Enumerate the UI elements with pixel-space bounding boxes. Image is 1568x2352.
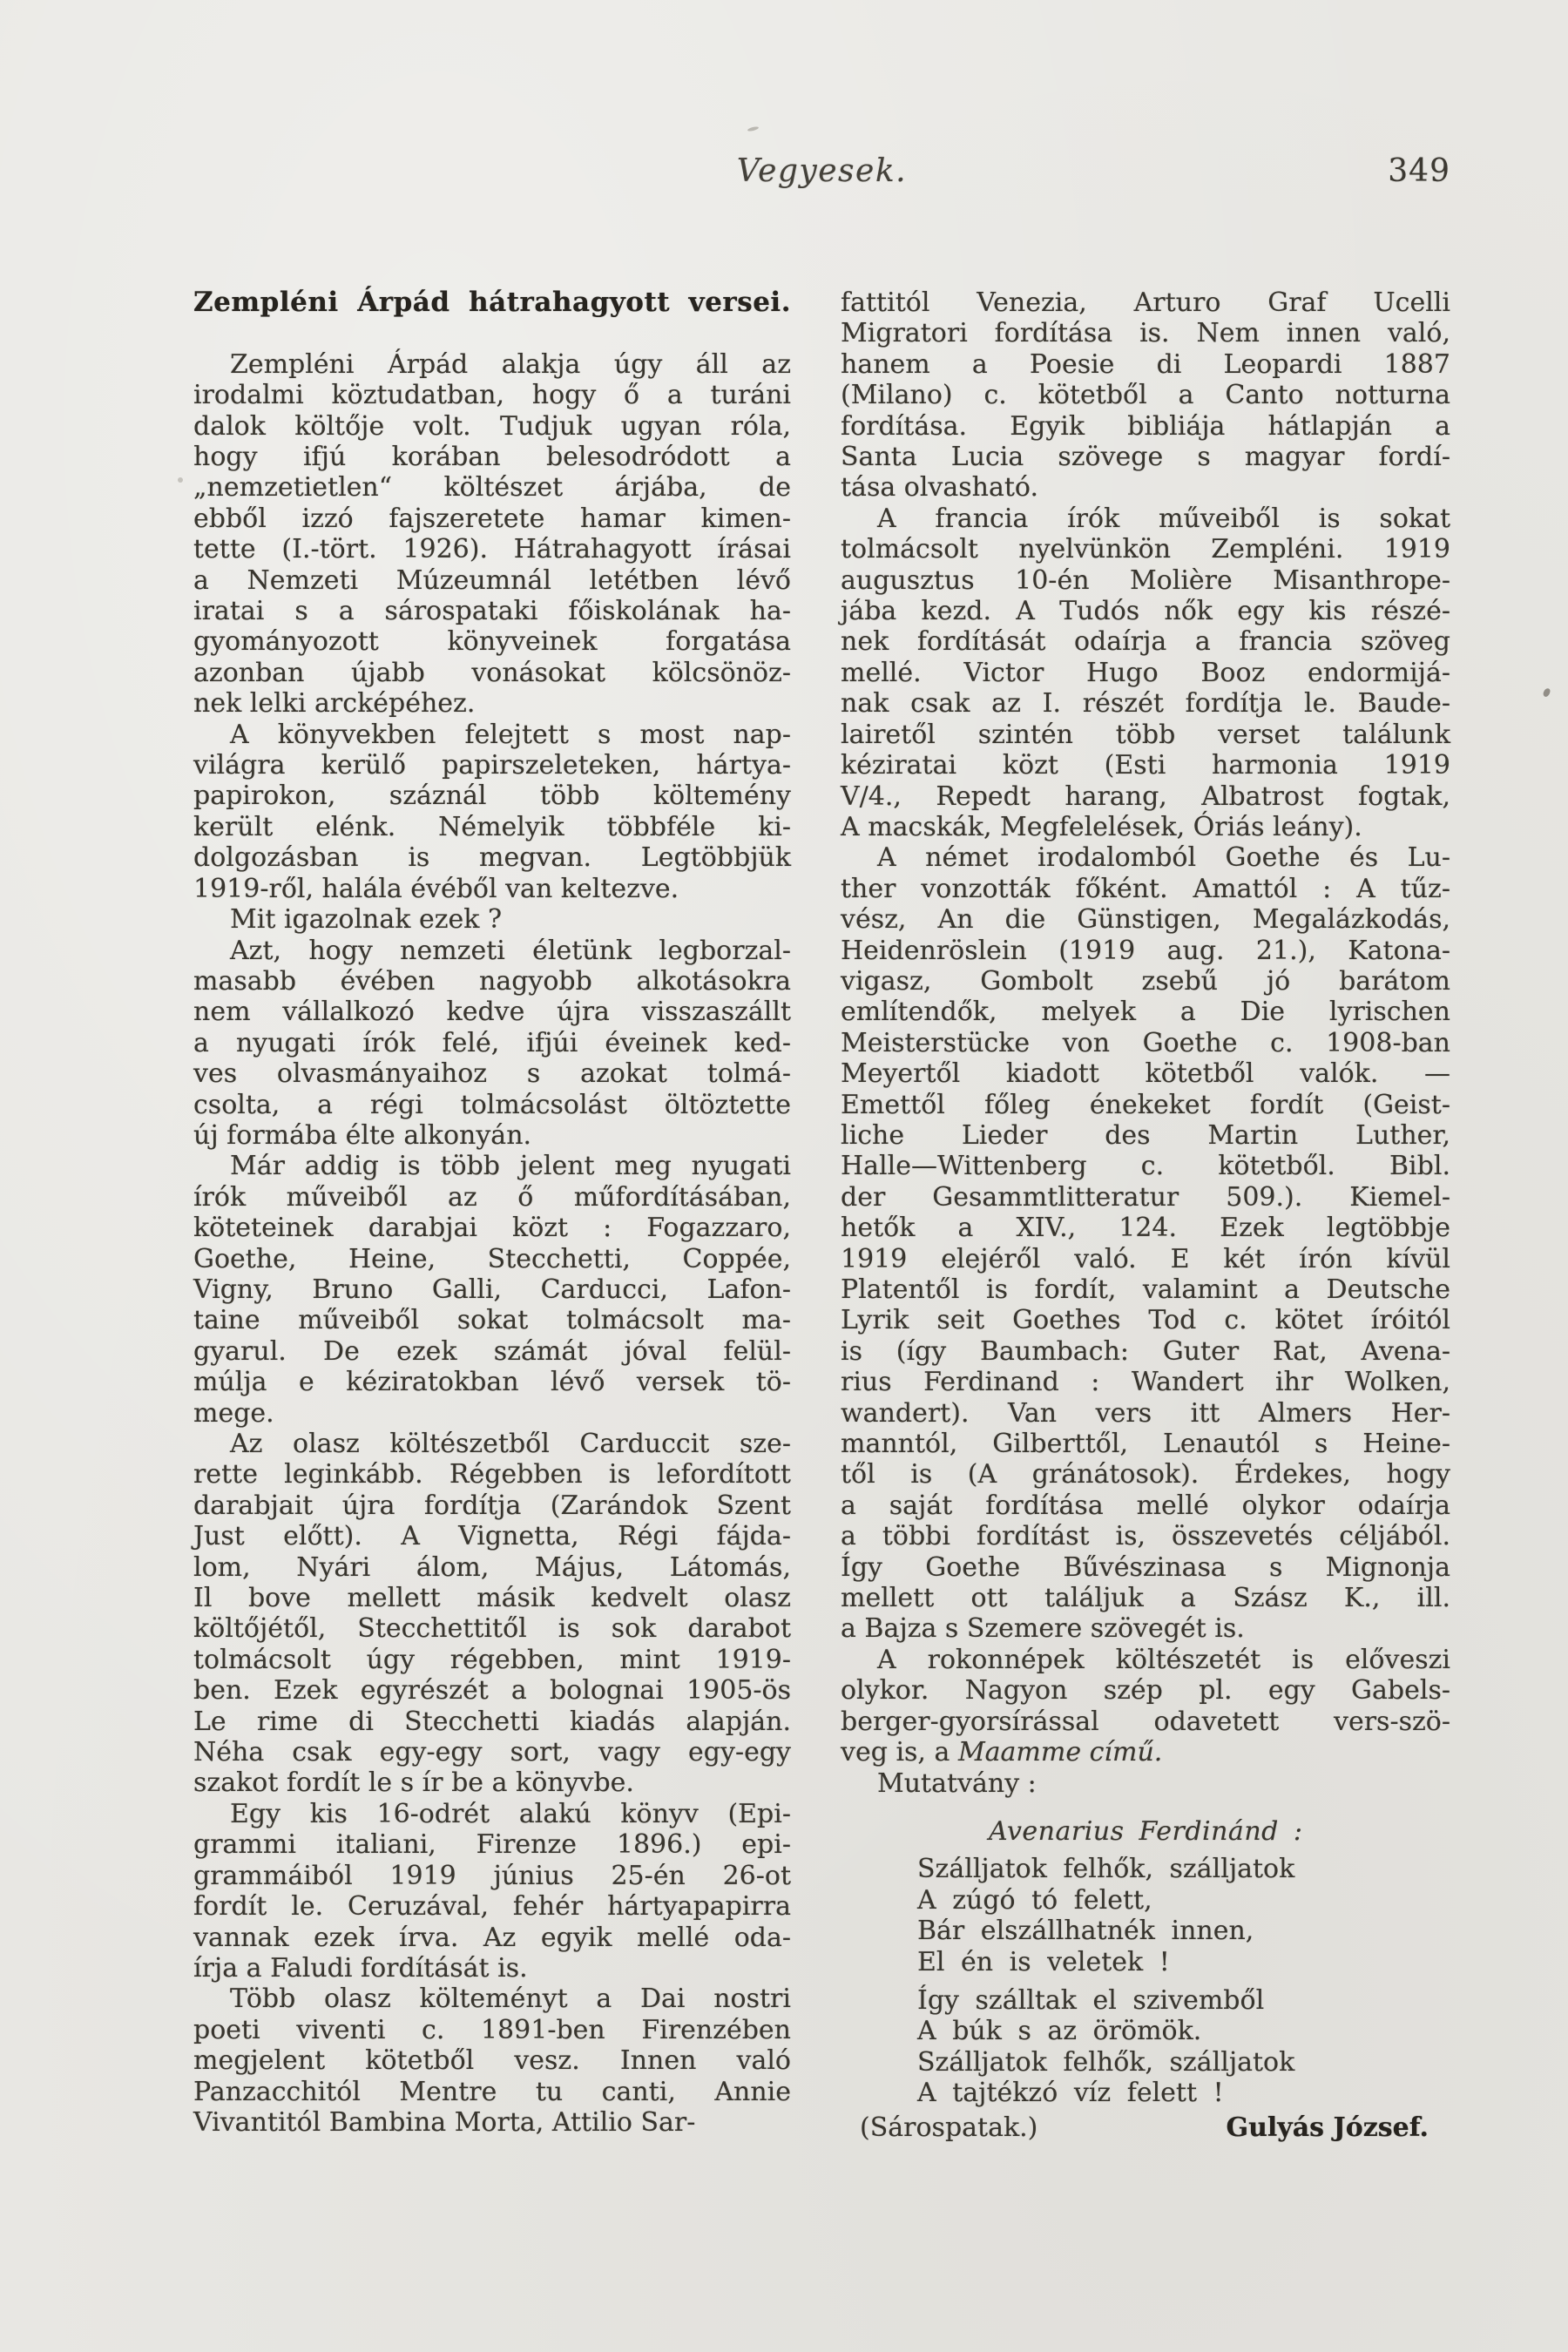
text-line: Meyertől kiadott kötetből valók. — [841,1058,1450,1090]
text-line: Néha csak egy-egy sort, vagy egy-egy [193,1737,791,1768]
text-line: vigasz, Gombolt zsebű jó barátom [841,965,1450,997]
text-line: Meisterstücke von Goethe c. 1908-ban [841,1027,1450,1058]
text-line: a saját fordítása mellé olykor odaírja [841,1490,1450,1521]
text-line: Emettől főleg énekeket fordít (Geist- [841,1089,1450,1120]
text-line: A francia írók műveiből is sokat [877,503,1450,534]
text-line: ves olvasmányaihoz s azokat tolmá- [193,1058,791,1090]
running-title: Vegyesek. [736,153,908,189]
text-line: jába kezd. A Tudós nők egy kis részé- [841,596,1450,627]
text-line: hanem a Poesie di Leopardi 1887 [841,348,1450,380]
text-line: Az olasz költészetből Carduccit sze- [230,1429,791,1460]
text-line: olykor. Nagyon szép pl. egy Gabels- [841,1675,1450,1707]
text-line: fattitól Venezia, Arturo Graf Ucelli [841,287,1450,318]
scan-artifact [1543,687,1551,698]
text-line: ther vonzották főként. Amattól : A tűz- [841,873,1450,904]
text-line: A macskák, Megfelelések, Óriás leány). [841,811,1362,842]
text-line: vész, An die Günstigen, Megalázkodás, [841,904,1450,936]
text-line: írja a Faludi fordítását is. [193,1952,528,1984]
text-line: nek fordítását odaírja a francia szöveg [841,626,1450,658]
text-line: vannak ezek írva. Az egyik mellé oda- [193,1922,791,1953]
text-line: Mutatvány : [877,1767,1037,1799]
signature-place: (Sárospatak.) [860,2112,1038,2143]
poem-line: Szálljatok felhők, szálljatok [917,1854,1295,1885]
text-line: (Milano) c. kötetből a Canto notturna [841,380,1450,411]
text-line: hetők a XIV., 124. Ezek legtöbbje [841,1213,1450,1244]
text-line: Egy kis 16-odrét alakú könyv (Epi- [230,1798,791,1829]
text-line: hogy ifjú korában belesodródott a [193,442,791,473]
text-line: Goethe, Heine, Stecchetti, Coppée, [193,1243,791,1274]
italic-text-segment: Maamme című. [957,1737,1163,1768]
text-line: tette (I.-tört. 1926). Hátrahagyott írásai [193,534,791,565]
text-line: Vigny, Bruno Galli, Carducci, Lafon- [193,1274,791,1305]
text-line: A rokonnépek költészetét is előveszi [877,1644,1450,1675]
text-line: fordít le. Ceruzával, fehér hártyapapirra [193,1891,791,1923]
text-columns [193,287,1450,2143]
poem-line: Szálljatok felhők, szálljatok [917,2046,1295,2078]
text-line: csolta, a régi tolmácsolást öltöztette [193,1089,791,1120]
text-line: liche Lieder des Martin Luther, [841,1119,1450,1151]
text-line: berger-gyorsírással odavetett vers-szö- [841,1706,1450,1737]
text-line: Lyrik seit Goethes Tod c. kötet íróitól [841,1305,1450,1336]
text-line: Panzacchitól Mentre tu canti, Annie [193,2076,791,2107]
text-line: írók műveiből az ő műfordításában, [193,1181,791,1213]
signature-row [841,2112,1450,2143]
text-line: Santa Lucia szövege s magyar fordí- [841,442,1450,473]
text-line: mege. [193,1397,274,1429]
scan-artifact [178,477,183,483]
text-line: mellé. Victor Hugo Booz endormijá- [841,657,1450,688]
text-line: 1919 elejéről való. E két írón kívül [841,1243,1450,1274]
text-line [841,1737,1450,1767]
text-line: V/4., Repedt harang, Albatrost fogtak, [841,781,1450,812]
text-line: A könyvekben felejtett s most nap- [230,719,791,750]
text-line: gyarul. De ezek számát jóval felül- [193,1335,791,1367]
left-column-body [193,349,791,2139]
text-line: szakot fordít le s ír be a könyvbe. [193,1767,634,1799]
text-line: „nemzetietlen“ költészet árjába, de [193,472,791,504]
poem-line: El én is veletek ! [917,1946,1170,1977]
text-line: irodalmi köztudatban, hogy ő a turáni [193,380,791,411]
text-line: Zempléni Árpád alakja úgy áll az [230,348,791,380]
text-line: Így Goethe Bűvészinasa s Mignonja [841,1551,1450,1583]
text-line: Il bove mellett másik kedvelt olasz [193,1583,791,1614]
text-line: iratai s a sárospataki főiskolának ha- [193,596,791,627]
text-line: dolgozásban is megvan. Legtöbbjük [193,842,791,874]
text-line: nek lelki arcképéhez. [193,688,476,720]
running-head [193,153,1450,190]
poem-line: A búk s az örömök. [917,2016,1202,2047]
text-line: költőjétől, Stecchettitől is sok darabot [193,1613,791,1645]
text-line: taine műveiből sokat tolmácsolt ma- [193,1305,791,1336]
text-line: Azt, hogy nemzeti életünk legborzal- [230,935,791,966]
text-line: Halle—Wittenberg c. kötetből. Bibl. [841,1151,1450,1182]
text-line: világra kerülő papirszeleteken, hártya- [193,750,791,781]
poem-line: Így szálltak el szivemből [917,1984,1265,2016]
text-line: a nyugati írók felé, ifjúi éveinek ked- [193,1027,791,1058]
text-line: masabb évében nagyobb alkotásokra [193,965,791,997]
text-line: került elénk. Némelyik többféle ki- [193,811,791,842]
article-title: Zempléni Árpád hátrahagyott versei. [193,287,791,318]
text-line: kéziratai közt (Esti harmonia 1919 [841,750,1450,781]
text-line: nem vállalkozó kedve újra visszaszállt [193,997,791,1028]
text-line: fordítása. Egyik bibliája hátlapján a [841,410,1450,442]
text-line: ben. Ezek egyrészét a bolognai 1905-ös [193,1675,791,1707]
text-line: említendők, melyek a Die lyrischen [841,997,1450,1028]
text-line: ebből izzó fajszeretete hamar kimen- [193,503,791,534]
text-line: tolmácsolt úgy régebben, mint 1919- [193,1644,791,1675]
page-number: 349 [1388,153,1450,189]
text-line: tolmácsolt nyelvünkön Zempléni. 1919 [841,534,1450,565]
text-line: Heidenröslein (1919 aug. 21.), Katona- [841,935,1450,966]
text-line: Platentől is fordít, valamint a Deutsche [841,1274,1450,1305]
text-line: is (így Baumbach: Guter Rat, Avena- [841,1335,1450,1367]
text-line: augusztus 10-én Molière Misanthrope- [841,564,1450,596]
text-line: múlja e kéziratokban lévő versek tö- [193,1367,791,1398]
text-line: rette leginkább. Régebben is lefordított [193,1459,791,1490]
text-line: től is (A gránátosok). Érdekes, hogy [841,1459,1450,1490]
text-line: dalok költője volt. Tudjuk ugyan róla, [193,410,791,442]
text-line: a Nemzeti Múzeumnál letétben lévő [193,564,791,596]
text-line: Just előtt). A Vignetta, Régi fájda- [193,1521,791,1552]
signature-author: Gulyás József. [1226,2112,1429,2143]
text-line: A német irodalomból Goethe és Lu- [877,842,1450,874]
text-line: Már addig is több jelent meg nyugati [230,1151,791,1182]
text-line: Migratori fordítása is. Nem innen való, [841,318,1450,349]
text-line: gyományozott könyveinek forgatása [193,626,791,658]
text-line: a többi fordítást is, összevetés céljából. [841,1521,1450,1552]
poem-line: A tajtékzó víz felett ! [917,2078,1224,2109]
text-line: poeti viventi c. 1891-ben Firenzében [193,2014,791,2045]
text-line: rius Ferdinand : Wandert ihr Wolken, [841,1367,1450,1398]
text-line: manntól, Gilberttől, Lenautól s Heine- [841,1429,1450,1460]
text-line: új formába élte alkonyán. [193,1119,532,1151]
text-line: Le rime di Stecchetti kiadás alapján. [193,1706,791,1737]
left-column [193,287,791,2143]
text-line: darabjait újra fordítja (Zarándok Szent [193,1490,791,1521]
text-line: nak csak az I. részét fordítja le. Baude- [841,688,1450,720]
right-column-body [841,287,1450,1799]
text-segment: veg is, a [841,1737,958,1768]
scan-artifact [747,125,760,132]
text-line: grammi italiani, Firenze 1896.) epi- [193,1829,791,1861]
text-line: grammáiból 1919 június 25-én 26-ot [193,1860,791,1891]
text-line: mellett ott találjuk a Szász K., ill. [841,1583,1450,1614]
text-line: tása olvasható. [841,472,1038,504]
text-line: lairetől szintén több verset találunk [841,719,1450,750]
text-line: Több olasz költeményt a Dai nostri [230,1984,791,2015]
poem-attribution: Avenarius Ferdinánd : [989,1815,1303,1847]
text-line: Mit igazolnak ezek ? [230,904,503,936]
text-line: 1919-ről, halála évéből van keltezve. [193,873,679,904]
poem-line: Bár elszállhatnék innen, [917,1916,1254,1947]
text-line: lom, Nyári álom, Május, Látomás, [193,1551,791,1583]
text-line: a Bajza s Szemere szövegét is. [841,1613,1245,1645]
poem-line: A zúgó tó felett, [917,1884,1152,1916]
text-line: megjelent kötetből vesz. Innen való [193,2045,791,2077]
poem [841,1854,1450,2108]
poem-stanza [841,1985,1450,2109]
text-line: azonban újabb vonásokat kölcsönöz- [193,657,791,688]
poem-stanza [841,1854,1450,1977]
right-column [841,287,1450,2143]
text-line: köteteinek darabjai közt : Fogazzaro, [193,1213,791,1244]
text-line: der Gesammtlitteratur 509.). Kiemel- [841,1181,1450,1213]
text-line: wandert). Van vers itt Almers Her- [841,1397,1450,1429]
text-line: papirokon, száznál több költemény [193,781,791,812]
text-line: Vivantitól Bambina Morta, Attilio Sar- [193,2106,696,2138]
